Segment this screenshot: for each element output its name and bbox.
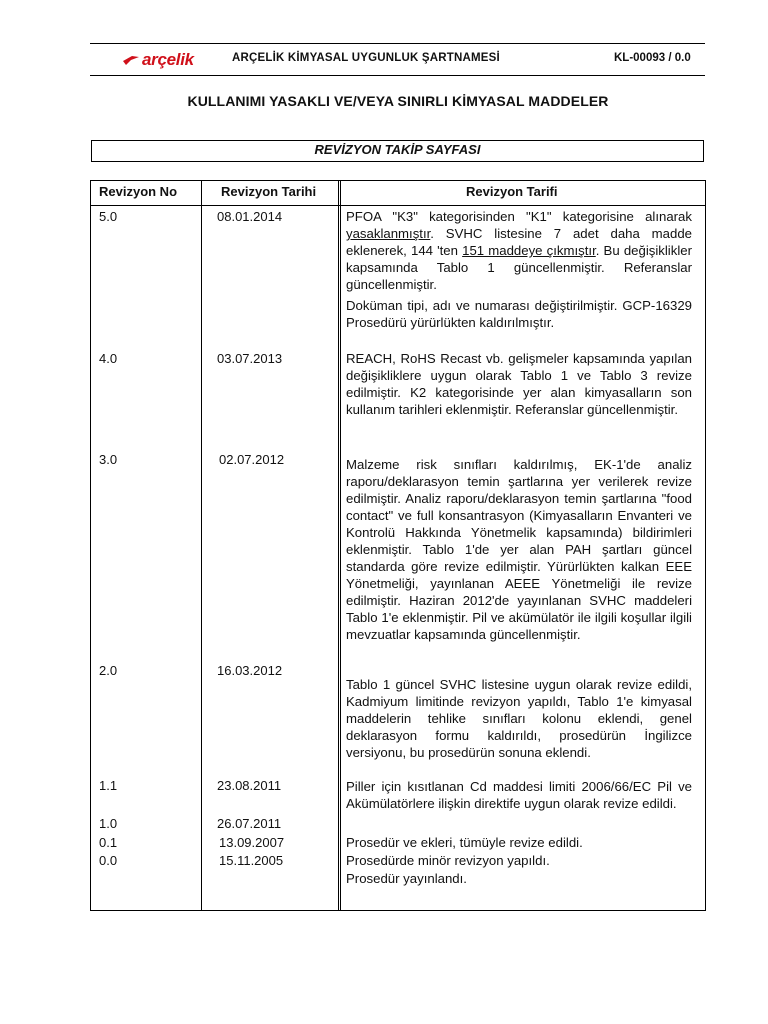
document-title: ARÇELİK KİMYASAL UYGUNLUK ŞARTNAMESİ [232, 52, 500, 64]
revision-no-cell: 0.0 [99, 853, 118, 868]
revision-date-cell: 16.03.2012 [217, 663, 283, 678]
table-bottom-rule [90, 910, 706, 911]
table-right-border [705, 180, 706, 911]
revision-no-cell: 1.1 [99, 778, 118, 793]
revision-tracking-box [91, 140, 704, 162]
table-left-border [90, 180, 91, 911]
logo-swoosh-icon [122, 54, 140, 66]
revision-date-cell: 08.01.2014 [217, 209, 283, 224]
header-top-rule [90, 43, 705, 44]
revision-date-cell: 15.11.2005 [219, 853, 284, 868]
revision-no-cell: 0.1 [99, 835, 118, 850]
table-col-divider-1 [201, 180, 202, 911]
revision-date-cell: 03.07.2013 [217, 351, 283, 366]
revision-no-cell: 2.0 [99, 663, 118, 678]
table-top-rule [90, 180, 706, 181]
revision-description-cell: Prosedür ve ekleri, tümüyle revize edildi. [346, 835, 583, 850]
table-header-rule [90, 205, 706, 206]
page-title: KULLANIMI YASAKLI VE/VEYA SINIRLI KİMYASAL MADDELER [187, 93, 609, 109]
arcelik-logo [122, 50, 194, 70]
revision-no-cell: 5.0 [99, 209, 118, 224]
header-bottom-rule [90, 75, 705, 76]
revision-description-cell: REACH, RoHS Recast vb. gelişmeler kapsamında yapılan değişikliklere uygun olarak Tablo 1 ve Tablo 3 revize edilmiştir. K2 kategorisinde yer alan kimyasalların son kullanım tarihleri eklenmiştir. Referanslar güncellenmiştir. [346, 351, 692, 417]
revision-description-cell: Prosedürde minör revizyon yapıldı. [346, 853, 550, 868]
revision-date-cell: 26.07.2011 [217, 816, 282, 831]
revision-description-cell: Prosedür yayınlandı. [346, 871, 467, 886]
header-revision-description: Revizyon Tarifi [466, 184, 558, 199]
revision-description-cell: PFOA "K3" kategorisinden "K1" kategorisine alınarak yasaklanmıştır. SVHC listesine 7 adet daha madde eklenerek, 144 'ten 151 maddeye çıkmıştır. Bu değişiklikler kapsamında Tablo 1 güncellenmiştir. Referanslar güncellenmiştir. Doküman tipi, adı ve numarası değiştirilmiştir. GCP-16329 Prosedürü yürürlükten kaldırılmıştır. [346, 209, 692, 330]
table-col-divider-2b [340, 180, 341, 911]
revision-date-cell: 02.07.2012 [219, 452, 285, 467]
revision-no-cell: 1.0 [99, 816, 118, 831]
header-revision-date: Revizyon Tarihi [221, 184, 317, 199]
table-col-divider-2 [338, 180, 339, 911]
revision-no-cell: 4.0 [99, 351, 118, 366]
revision-no-cell: 3.0 [99, 452, 118, 467]
revision-tracking-title: REVİZYON TAKİP SAYFASI [314, 142, 481, 157]
revision-description-cell: Malzeme risk sınıfları kaldırılmış, EK-1'de analiz raporu/deklarasyon temin şartlarına yer verilerek revize edilmiştir. Analiz raporu/deklarasyon temin şartlarına "food contact" ve full konsantrasyon (Kimyasalların Envanteri ve Kontrolü Hakkında Yönetmelik kapsamında) bildirimleri eklenmiştir. Tablo 1'de yer alan PAH şartları güncel standarda göre revize edilmiştir. Yürürlükten kalkan EEE Yönetmeliği, yayınlanan AEEE Yönetmeliği ile revize edilmiştir. Haziran 2012'de yayınlanan SVHC maddeleri Tablo 1'e eklenmiştir. Pil ve akümülatör ile ilgili koşullar ilgili mevzuatlar kapsamında güncellenmiştir. [346, 457, 692, 642]
revision-date-cell: 23.08.2011 [217, 778, 282, 793]
revision-description-cell: Piller için kısıtlanan Cd maddesi limiti 2006/66/EC Pil ve Akümülatörlere ilişkin direktife uygun olarak revize edildi. [346, 779, 692, 811]
document-code: KL-00093 / 0.0 [614, 52, 691, 64]
revision-description-cell: Tablo 1 güncel SVHC listesine uygun olarak revize edildi, Kadmiyum limitinde revizyon yapıldı, Tablo 1'e kimyasal maddelerin tehlike sınıfları kolonu eklendi, genel deklarasyon formu kaldırıldı, prosedürün İngilizce versiyonu, bu prosedürün sonuna eklendi. [346, 677, 692, 760]
revision-date-cell: 13.09.2007 [219, 835, 285, 850]
header-revision-no: Revizyon No [99, 184, 178, 199]
logo-text: arçelik [142, 50, 194, 69]
